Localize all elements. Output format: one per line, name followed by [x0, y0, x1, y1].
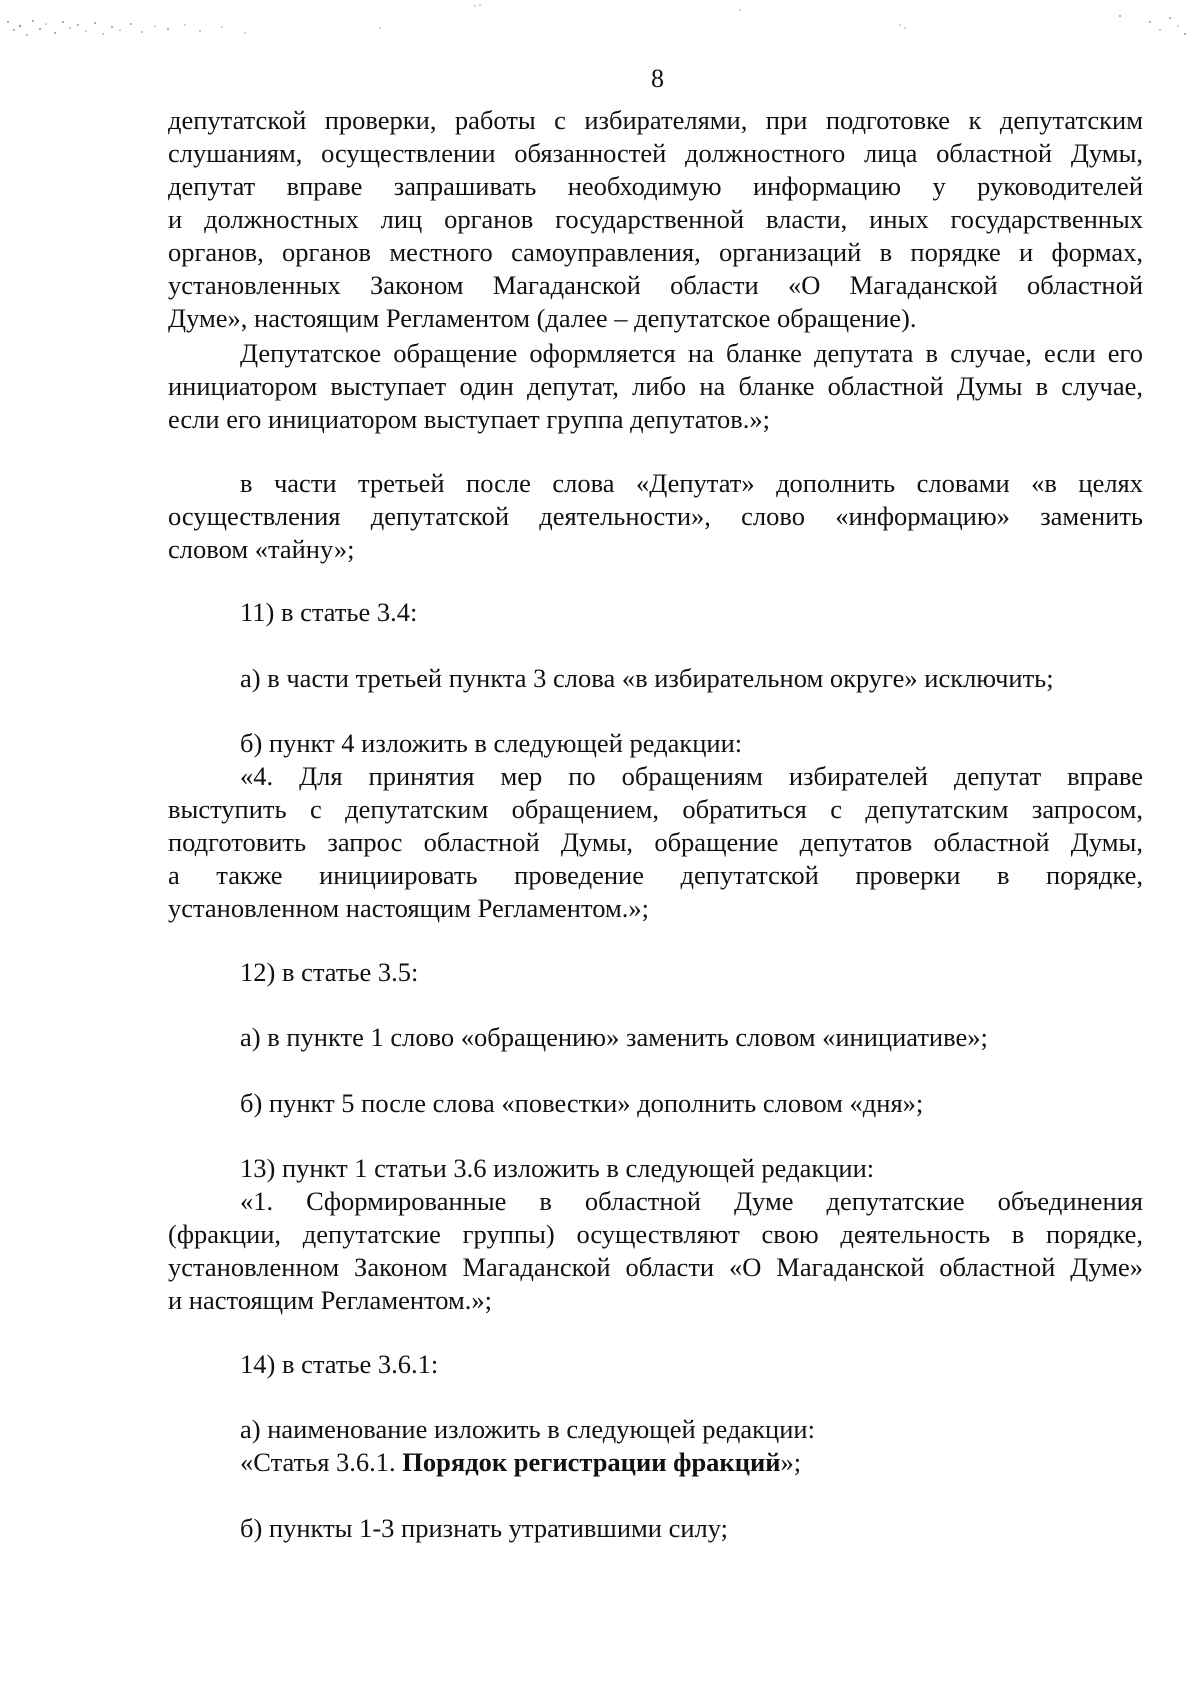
- text-line: 13) пункт 1 статьи 3.6 изложить в следующей редакции:: [240, 1153, 875, 1183]
- text-line: б) пункты 1-3 признать утратившими силу;: [240, 1513, 729, 1543]
- item-14-heading: [168, 1348, 1143, 1381]
- item-13-heading: [168, 1152, 1143, 1185]
- item-12-heading: [168, 956, 1143, 989]
- text-line: а) наименование изложить в следующей редакции:: [240, 1414, 815, 1444]
- text-line: подготовить запрос областной Думы, обращение депутатов областной Думы,: [168, 827, 1143, 857]
- text-line: установленном Законом Магаданской области «О Магаданской областной Думе»: [168, 1252, 1143, 1282]
- text-line: Думе», настоящим Регламентом (далее – депутатское обращение).: [168, 303, 917, 333]
- text-line: «4. Для принятия мер по обращениям избирателей депутат вправе: [240, 761, 1143, 791]
- item-11-heading: [168, 596, 1143, 629]
- scan-noise: [0, 0, 1200, 60]
- paragraph-continuation: [168, 104, 1143, 335]
- item-14a: [168, 1413, 1143, 1446]
- paragraph-part-three: [168, 467, 1143, 566]
- text-line: (фракции, депутатские группы) осуществляют свою деятельность в порядке,: [168, 1219, 1143, 1249]
- article-title-suffix: »;: [780, 1447, 802, 1477]
- text-line: депутат вправе запрашивать необходимую информацию у руководителей: [168, 171, 1143, 201]
- paragraph-point-1: [168, 1185, 1143, 1317]
- text-line: в части третьей после слова «Депутат» дополнить словами «в целях: [240, 468, 1143, 498]
- text-line: 11) в статье 3.4:: [240, 597, 418, 627]
- item-11b: [168, 727, 1143, 760]
- text-line: а) в части третьей пункта 3 слова «в избирательном округе» исключить;: [240, 663, 1054, 693]
- text-line: б) пункт 5 после слова «повестки» дополнить словом «дня»;: [240, 1088, 924, 1118]
- paragraph-point-4: [168, 760, 1143, 925]
- text-line: установленном настоящим Регламентом.»;: [168, 893, 649, 923]
- page-number: 8: [651, 64, 664, 93]
- item-14b: [168, 1512, 1143, 1545]
- text-line: 12) в статье 3.5:: [240, 957, 419, 987]
- paragraph-deputy-appeal-form: [168, 337, 1143, 436]
- text-line: выступить с депутатским обращением, обратиться с депутатским запросом,: [168, 794, 1143, 824]
- item-12a: [168, 1021, 1143, 1054]
- text-line: и должностных лиц органов государственной власти, иных государственных: [168, 204, 1143, 234]
- text-line: осуществления депутатской деятельности», слово «информацию» заменить: [168, 501, 1143, 531]
- text-line: а) в пункте 1 слово «обращению» заменить словом «инициативе»;: [240, 1022, 988, 1052]
- text-line: [168, 1446, 1143, 1479]
- text-line: словом «тайну»;: [168, 534, 355, 564]
- text-line: 14) в статье 3.6.1:: [240, 1349, 439, 1379]
- text-line: депутатской проверки, работы с избирателями, при подготовке к депутатским: [168, 105, 1143, 135]
- text-line: б) пункт 4 изложить в следующей редакции:: [240, 728, 743, 758]
- text-line: инициатором выступает один депутат, либо на бланке областной Думы в случае,: [168, 371, 1143, 401]
- text-line: Депутатское обращение оформляется на бланке депутата в случае, если его: [240, 338, 1143, 368]
- item-11a: [168, 662, 1143, 695]
- item-12b: [168, 1087, 1143, 1120]
- article-title-prefix: «Статья 3.6.1.: [240, 1447, 403, 1477]
- text-line: и настоящим Регламентом.»;: [168, 1285, 493, 1315]
- article-title-bold: Порядок регистрации фракций: [402, 1447, 781, 1477]
- text-line: если его инициатором выступает группа депутатов.»;: [168, 404, 771, 434]
- text-line: установленных Законом Магаданской области «О Магаданской областной: [168, 270, 1143, 300]
- text-line: «1. Сформированные в областной Думе депутатские объединения: [240, 1186, 1143, 1216]
- text-line: органов, органов местного самоуправления, организаций в порядке и формах,: [168, 237, 1143, 267]
- text-line: слушаниям, осуществлении обязанностей должностного лица областной Думы,: [168, 138, 1143, 168]
- text-line: а также инициировать проведение депутатской проверки в порядке,: [168, 860, 1143, 890]
- article-title-line: [168, 1446, 1143, 1479]
